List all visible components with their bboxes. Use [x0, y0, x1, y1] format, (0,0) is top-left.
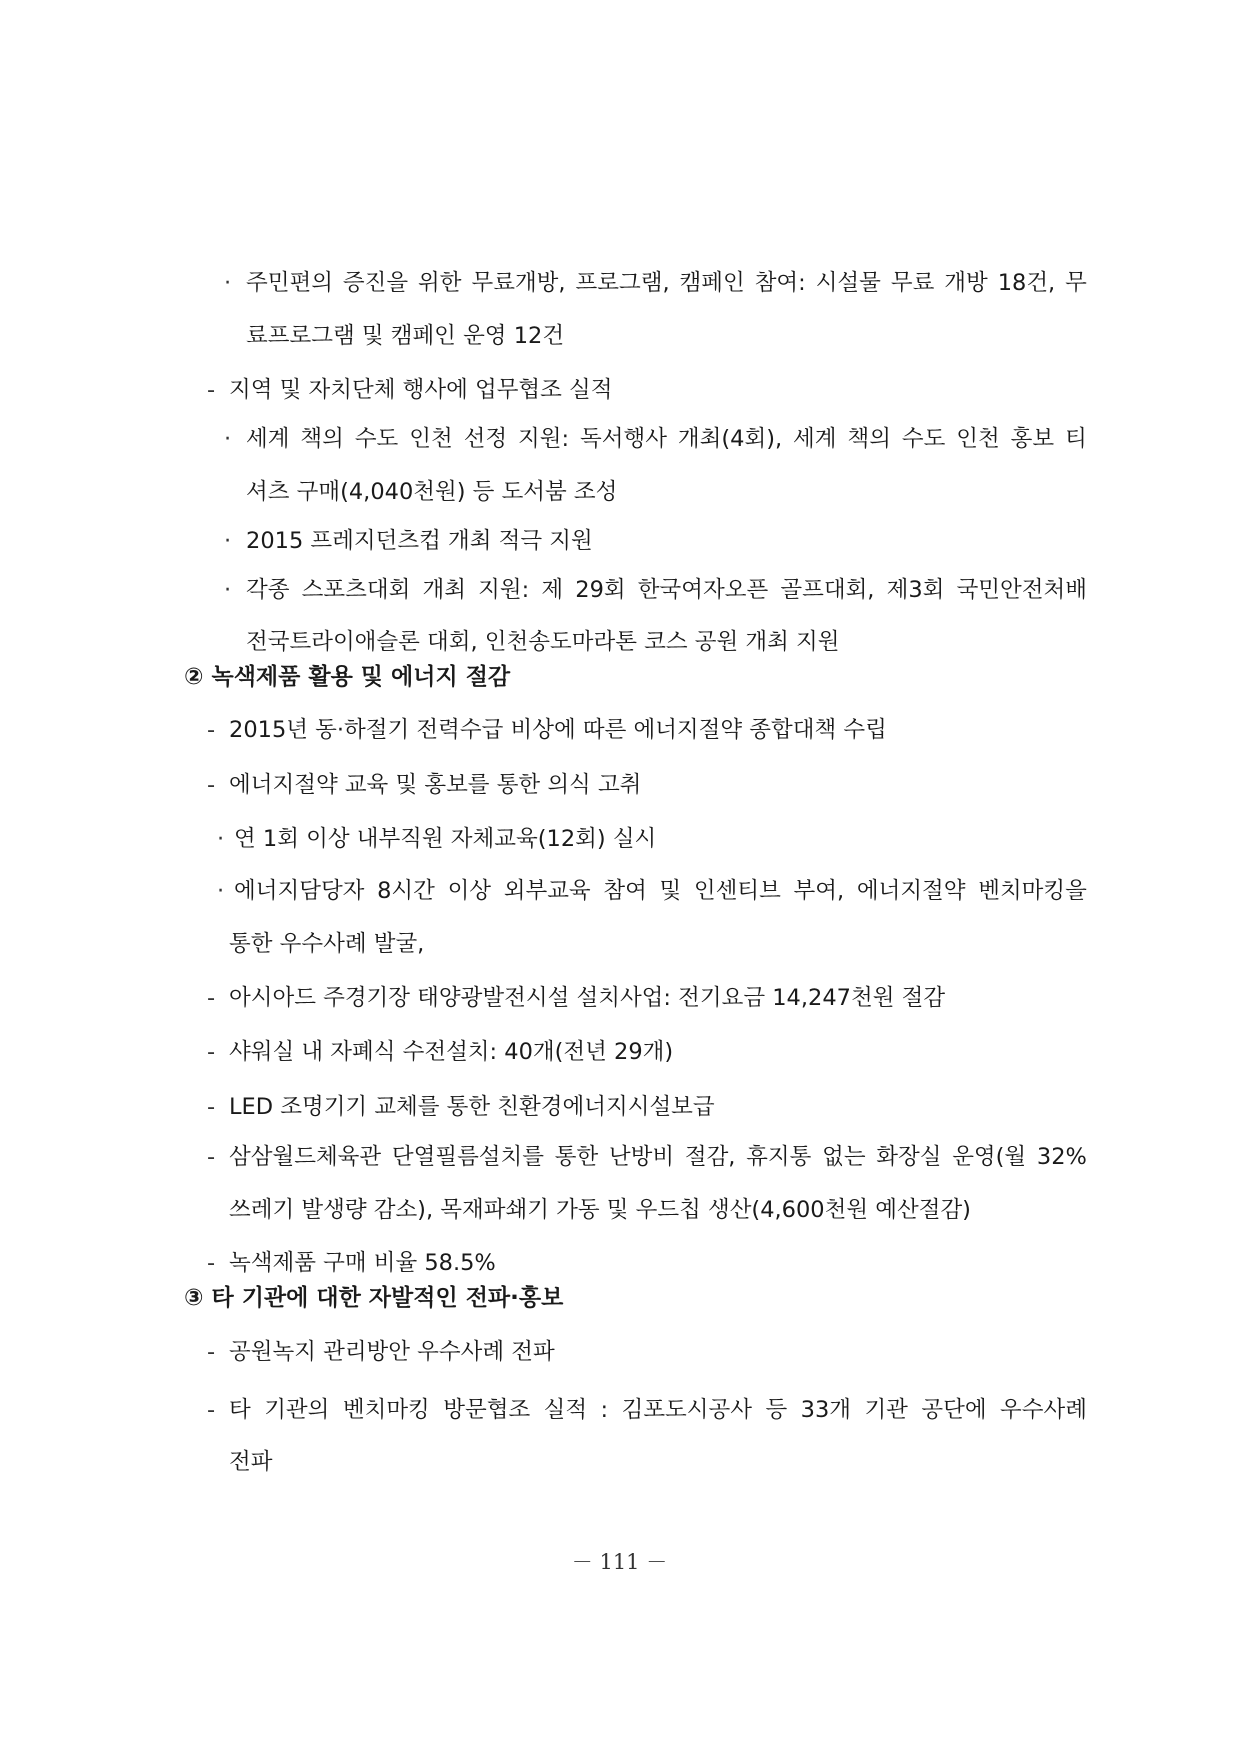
- list-item-line: 지역 및 자치단체 행사에 업무협조 실적: [229, 377, 613, 403]
- dash-bullet-icon: -: [207, 772, 216, 798]
- list-item-line: 주민편의 증진을 위한 무료개방, 프로그램, 캠페인 참여: 시설물 무료 개방 18건, 무: [246, 270, 1087, 296]
- list-item-line: 아시아드 주경기장 태양광발전시설 설치사업: 전기요금 14,247천원 절감: [229, 985, 946, 1011]
- list-item-line: 세계 책의 수도 인천 선정 지원: 독서행사 개최(4회), 세계 책의 수도 인천 홍보 티: [246, 426, 1087, 452]
- list-item-line: 각종 스포츠대회 개최 지원: 제 29회 한국여자오픈 골프대회, 제3회 국민안전처배: [246, 577, 1087, 603]
- list-item-line: 2015년 동·하절기 전력수급 비상에 따른 에너지절약 종합대책 수립: [229, 717, 887, 743]
- dot-bullet-icon: ·: [224, 426, 232, 452]
- list-item-line: 연 1회 이상 내부직원 자체교육(12회) 실시: [234, 826, 657, 852]
- dash-bullet-icon: -: [207, 1094, 216, 1120]
- list-item-line: 에너지절약 교육 및 홍보를 통한 의식 고취: [229, 772, 642, 798]
- list-item-line: 녹색제품 구매 비율 58.5%: [229, 1250, 496, 1276]
- dash-bullet-icon: -: [207, 985, 216, 1011]
- dash-bullet-icon: -: [207, 1144, 216, 1170]
- list-item-line: LED 조명기기 교체를 통한 친환경에너지시설보급: [229, 1094, 715, 1120]
- dash-bullet-icon: -: [207, 717, 216, 743]
- list-item-line: 통한 우수사례 발굴,: [229, 931, 425, 957]
- list-item-line: 샤워실 내 자폐식 수전설치: 40개(전년 29개): [229, 1039, 674, 1065]
- list-item-line: 셔츠 구매(4,040천원) 등 도서붐 조성: [246, 479, 618, 505]
- list-item-line: 쓰레기 발생량 감소), 목재파쇄기 가동 및 우드칩 생산(4,600천원 예산절감): [229, 1197, 971, 1223]
- dash-bullet-icon: -: [207, 1339, 216, 1365]
- dot-bullet-icon: ·: [217, 826, 225, 852]
- section-heading: ③ 타 기관에 대한 자발적인 전파·홍보: [184, 1285, 564, 1311]
- dot-bullet-icon: ·: [224, 577, 232, 603]
- dash-bullet-icon: -: [207, 1397, 216, 1423]
- list-item-line: 료프로그램 및 캠페인 운영 12건: [246, 323, 565, 349]
- list-item-line: 삼삼월드체육관 단열필름설치를 통한 난방비 절감, 휴지통 없는 화장실 운영(월 32%: [229, 1144, 1087, 1170]
- dot-bullet-icon: ·: [224, 528, 232, 554]
- page-number: － 111 －: [571, 1550, 668, 1574]
- dash-bullet-icon: -: [207, 377, 216, 403]
- list-item-line: 타 기관의 벤치마킹 방문협조 실적 : 김포도시공사 등 33개 기관 공단에 우수사례: [229, 1397, 1087, 1423]
- section-heading: ② 녹색제품 활용 및 에너지 절감: [184, 664, 511, 690]
- list-item-line: 2015 프레지던츠컵 개최 적극 지원: [246, 528, 593, 554]
- dot-bullet-icon: ·: [224, 270, 232, 296]
- dash-bullet-icon: -: [207, 1250, 216, 1276]
- list-item-line: 에너지담당자 8시간 이상 외부교육 참여 및 인센티브 부여, 에너지절약 벤치마킹을: [234, 878, 1087, 904]
- list-item-line: 전파: [229, 1449, 273, 1475]
- list-item-line: 공원녹지 관리방안 우수사례 전파: [229, 1339, 555, 1365]
- dot-bullet-icon: ·: [217, 878, 225, 904]
- list-item-line: 전국트라이애슬론 대회, 인천송도마라톤 코스 공원 개최 지원: [246, 629, 840, 655]
- dash-bullet-icon: -: [207, 1039, 216, 1065]
